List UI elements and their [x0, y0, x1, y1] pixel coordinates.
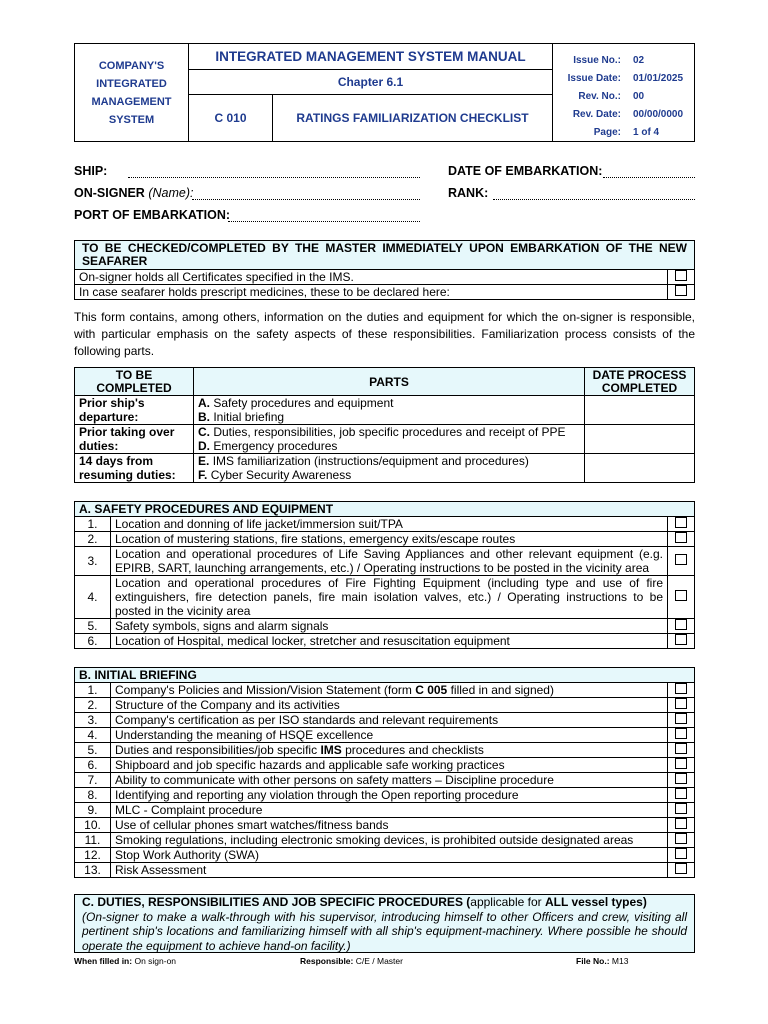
- checkbox[interactable]: [675, 788, 687, 799]
- row-text: [111, 683, 668, 698]
- checkbox[interactable]: [675, 833, 687, 844]
- date-embark-label: DATE OF EMBARKATION:: [448, 164, 603, 178]
- row-text-pre: Company's certification as per ISO standards and relevant requirements: [115, 713, 499, 727]
- row-text: [111, 803, 668, 818]
- checkbox-cell: [668, 683, 695, 698]
- parts-table: [74, 367, 695, 483]
- checkbox-cell: [668, 863, 695, 878]
- intro-paragraph: This form contains, among others, information on the duties and equipment for which the on-signer is responsible, with particular emphasis on the safety aspects of these responsibilities. Familiarization process consists of the following parts.: [74, 310, 695, 358]
- parts-when: Prior taking over duties:: [75, 425, 194, 454]
- checkbox[interactable]: [675, 270, 687, 281]
- part-letter: C.: [198, 425, 210, 439]
- checkbox[interactable]: [675, 848, 687, 859]
- row-text: [111, 773, 668, 788]
- table-row: [75, 758, 695, 773]
- table-row: [75, 818, 695, 833]
- form-title: RATINGS FAMILIARIZATION CHECKLIST: [273, 95, 553, 141]
- section-a-title: A. SAFETY PROCEDURES AND EQUIPMENT: [75, 502, 695, 517]
- checkbox-cell: [668, 698, 695, 713]
- checkbox[interactable]: [675, 619, 687, 630]
- company-line-2: INTEGRATED: [96, 77, 167, 90]
- master-row-medicines: In case seafarer holds prescript medicines, these to be declared here:: [75, 285, 668, 300]
- table-row: [75, 773, 695, 788]
- row-text-pre: Structure of the Company and its activities: [115, 698, 340, 712]
- checkbox-cell: [668, 743, 695, 758]
- rev-date-label: Rev. Date:: [572, 109, 621, 120]
- footer-when-label: When filled in:: [74, 956, 133, 966]
- row-number: 2.: [75, 698, 111, 713]
- checkbox-cell: [668, 848, 695, 863]
- checkbox[interactable]: [675, 698, 687, 709]
- row-text-pre: Use of cellular phones smart watches/fitness bands: [115, 818, 389, 832]
- parts-items: [194, 454, 585, 483]
- rev-date-value: 00/00/0000: [633, 109, 684, 120]
- rank-field[interactable]: [493, 199, 695, 200]
- row-number: 6.: [75, 758, 111, 773]
- port-label: PORT OF EMBARKATION:: [74, 208, 231, 222]
- checkbox-cell: [668, 788, 695, 803]
- parts-items: [194, 396, 585, 425]
- row-text: Location and operational procedures of Life Saving Appliances and other relevant equipment (e.g. EPIRB, SART, launching arrangements, etc.) / Operating instructions to be posted in the vicinity area: [111, 547, 668, 576]
- row-text-bold: IMS: [320, 743, 342, 757]
- port-field[interactable]: [228, 221, 420, 222]
- issue-date-label: Issue Date:: [567, 73, 621, 84]
- section-c-note: (On-signer to make a walk-through with his supervisor, introducing himself to other Officers and crew, visiting all pertinent ship's locations and familiarizing himself with all ship's equipment-machinery. Where possible he should operate the equipment to achieve hand-on facility.): [82, 909, 687, 953]
- table-row: [75, 788, 695, 803]
- company-line-1: COMPANY'S: [98, 59, 165, 72]
- row-number: 12.: [75, 848, 111, 863]
- table-row: [75, 683, 695, 698]
- row-number: 7.: [75, 773, 111, 788]
- checkbox-cell: [668, 634, 695, 649]
- manual-title: INTEGRATED MANAGEMENT SYSTEM MANUAL: [189, 44, 553, 70]
- checkbox-cell: [668, 773, 695, 788]
- row-text: [111, 818, 668, 833]
- checkbox[interactable]: [675, 728, 687, 739]
- checkbox-cell: [668, 270, 695, 285]
- row-number: 4.: [75, 728, 111, 743]
- issue-date-value: 01/01/2025: [633, 73, 684, 84]
- section-c-title-bold-2: ALL vessel types): [545, 895, 647, 909]
- rev-no-label: Rev. No.:: [578, 91, 621, 102]
- row-number: 2.: [75, 532, 111, 547]
- master-row-certificates: On-signer holds all Certificates specified in the IMS.: [75, 270, 668, 285]
- part-letter: E.: [198, 454, 210, 468]
- page-value: 1 of 4: [633, 127, 660, 138]
- footer-when: [74, 956, 176, 966]
- part-text: Cyber Security Awareness: [210, 468, 352, 482]
- checkbox[interactable]: [675, 713, 687, 724]
- row-number: 8.: [75, 788, 111, 803]
- row-text: [111, 833, 668, 848]
- issue-no-value: 02: [633, 55, 645, 66]
- company-line-3: MANAGEMENT: [91, 95, 172, 108]
- checkbox[interactable]: [675, 634, 687, 645]
- row-number: 5.: [75, 743, 111, 758]
- rank-label: RANK:: [448, 186, 489, 200]
- checkbox-cell: [668, 713, 695, 728]
- master-checklist-title: TO BE CHECKED/COMPLETED BY THE MASTER IMMEDIATELY UPON EMBARKATION OF THE NEW SEAFARER: [75, 241, 695, 270]
- footer-responsible: [300, 956, 403, 966]
- row-text: [111, 713, 668, 728]
- checkbox[interactable]: [675, 590, 687, 601]
- section-a-table: [74, 501, 695, 649]
- row-number: 10.: [75, 818, 111, 833]
- row-text-pre: Identifying and reporting any violation through the Open reporting procedure: [115, 788, 519, 802]
- section-c-title-normal: applicable for: [470, 895, 545, 909]
- footer-file: [576, 956, 628, 966]
- col-date-completed: DATE PROCESS COMPLETED: [585, 368, 695, 396]
- section-b-title: B. INITIAL BRIEFING: [75, 668, 695, 683]
- part-letter: B.: [198, 410, 210, 424]
- table-row: [75, 833, 695, 848]
- issue-no-label: Issue No.:: [573, 55, 621, 66]
- row-text-pre: Duties and responsibilities/job specific: [115, 743, 321, 757]
- parts-items: [194, 425, 585, 454]
- chapter-label: Chapter 6.1: [189, 70, 553, 95]
- checkbox[interactable]: [675, 863, 687, 874]
- part-text: IMS familiarization (instructions/equipment and procedures): [212, 454, 529, 468]
- row-text: [111, 848, 668, 863]
- row-text-post: filled in and signed): [447, 683, 554, 697]
- company-name: [75, 44, 189, 141]
- section-c: [74, 894, 695, 953]
- table-row: [75, 698, 695, 713]
- checkbox[interactable]: [675, 532, 687, 543]
- checkbox[interactable]: [675, 554, 687, 565]
- parts-when: Prior ship's departure:: [75, 396, 194, 425]
- footer-resp-label: Responsible:: [300, 956, 354, 966]
- checkbox-cell: [668, 517, 695, 532]
- footer-when-value: On sign-on: [134, 956, 177, 966]
- part-letter: A.: [198, 396, 210, 410]
- section-c-title-bold: C. DUTIES, RESPONSIBILITIES AND JOB SPECIFIC PROCEDURES (: [82, 895, 471, 909]
- checkbox-cell: [668, 532, 695, 547]
- part-text: Duties, responsibilities, job specific procedures and receipt of PPE: [213, 425, 566, 439]
- checkbox-cell: [668, 547, 695, 576]
- row-number: 11.: [75, 833, 111, 848]
- company-line-4: SYSTEM: [108, 113, 155, 126]
- row-text-pre: Smoking regulations, including electronic smoking devices, is prohibited outside designated areas: [115, 833, 634, 847]
- ship-label: SHIP:: [74, 164, 108, 178]
- parts-when: 14 days from resuming duties:: [75, 454, 194, 483]
- row-text: [111, 698, 668, 713]
- checkbox[interactable]: [675, 517, 687, 528]
- footer-file-label: File No.:: [576, 956, 610, 966]
- row-number: 3.: [75, 547, 111, 576]
- row-text-pre: Stop Work Authority (SWA): [115, 848, 260, 862]
- row-text-pre: Company's Policies and Mission/Vision Statement (form: [115, 683, 416, 697]
- onsigner-name-label: (Name):: [148, 186, 194, 200]
- checkbox-cell: [668, 619, 695, 634]
- checkbox-cell: [668, 285, 695, 300]
- row-text: [111, 863, 668, 878]
- checkbox-cell: [668, 728, 695, 743]
- table-row: [75, 863, 695, 878]
- row-text: [111, 743, 668, 758]
- checkbox-cell: [668, 803, 695, 818]
- row-text: Location and donning of life jacket/immersion suit/TPA: [111, 517, 668, 532]
- table-row: [75, 743, 695, 758]
- part-letter: F.: [198, 468, 208, 482]
- row-number: 13.: [75, 863, 111, 878]
- table-row: [75, 713, 695, 728]
- row-text: Location and operational procedures of Fire Fighting Equipment (including type and use of fire extinguishers, fire detection panels, fire main isolation valves, etc.) / Operating instructions to be posted in the vicinity area: [111, 576, 668, 619]
- checkbox[interactable]: [675, 758, 687, 769]
- row-number: 3.: [75, 713, 111, 728]
- date-cell[interactable]: [585, 425, 695, 454]
- row-text-pre: MLC - Complaint procedure: [115, 803, 263, 817]
- checkbox-cell: [668, 818, 695, 833]
- checkbox[interactable]: [675, 683, 687, 694]
- row-text-pre: Understanding the meaning of HSQE excellence: [115, 728, 374, 742]
- row-number: 9.: [75, 803, 111, 818]
- table-row: [75, 848, 695, 863]
- row-number: 5.: [75, 619, 111, 634]
- checkbox[interactable]: [675, 743, 687, 754]
- footer-resp-value: C/E / Master: [355, 956, 403, 966]
- part-text: Initial briefing: [213, 410, 285, 424]
- onsigner-name-field[interactable]: [192, 199, 420, 200]
- date-cell[interactable]: [585, 396, 695, 425]
- page-label: Page:: [593, 127, 621, 138]
- row-text-pre: Shipboard and job specific hazards and applicable safe working practices: [115, 758, 505, 772]
- row-text-pre: Ability to communicate with other persons on safety matters – Discipline procedure: [115, 773, 554, 787]
- row-text: Location of mustering stations, fire stations, emergency exits/escape routes: [111, 532, 668, 547]
- col-to-be-completed: TO BE COMPLETED: [75, 368, 194, 396]
- part-letter: D.: [198, 439, 210, 453]
- date-embark-field[interactable]: [603, 177, 695, 178]
- document-header: [74, 43, 695, 142]
- date-cell[interactable]: [585, 454, 695, 483]
- checkbox[interactable]: [675, 285, 687, 296]
- onsigner-label: [74, 186, 193, 200]
- part-text: Emergency procedures: [213, 439, 338, 453]
- table-row: [75, 803, 695, 818]
- row-text: [111, 758, 668, 773]
- onsigner-label-text: ON-SIGNER: [74, 186, 145, 200]
- row-text: [111, 788, 668, 803]
- section-c-title: [82, 895, 687, 910]
- checkbox-cell: [668, 758, 695, 773]
- part-text: Safety procedures and equipment: [213, 396, 394, 410]
- row-text: Location of Hospital, medical locker, stretcher and resuscitation equipment: [111, 634, 668, 649]
- row-number: 1.: [75, 683, 111, 698]
- document-meta: [553, 52, 694, 142]
- section-b-table: [74, 667, 695, 878]
- rev-no-value: 00: [633, 91, 645, 102]
- footer-file-value: M13: [611, 956, 629, 966]
- table-row: [75, 728, 695, 743]
- checkbox-cell: [668, 833, 695, 848]
- checkbox[interactable]: [675, 773, 687, 784]
- ship-field[interactable]: [128, 177, 420, 178]
- form-code: C 010: [189, 95, 273, 141]
- row-number: 4.: [75, 576, 111, 619]
- row-text-bold: C 005: [415, 683, 448, 697]
- row-text: [111, 728, 668, 743]
- checkbox[interactable]: [675, 818, 687, 829]
- col-parts: PARTS: [194, 368, 585, 396]
- row-text-pre: Risk Assessment: [115, 863, 207, 877]
- row-text-post: procedures and checklists: [341, 743, 484, 757]
- master-checklist: [74, 240, 695, 300]
- checkbox-cell: [668, 576, 695, 619]
- row-number: 1.: [75, 517, 111, 532]
- row-text: Safety symbols, signs and alarm signals: [111, 619, 668, 634]
- row-number: 6.: [75, 634, 111, 649]
- checkbox[interactable]: [675, 803, 687, 814]
